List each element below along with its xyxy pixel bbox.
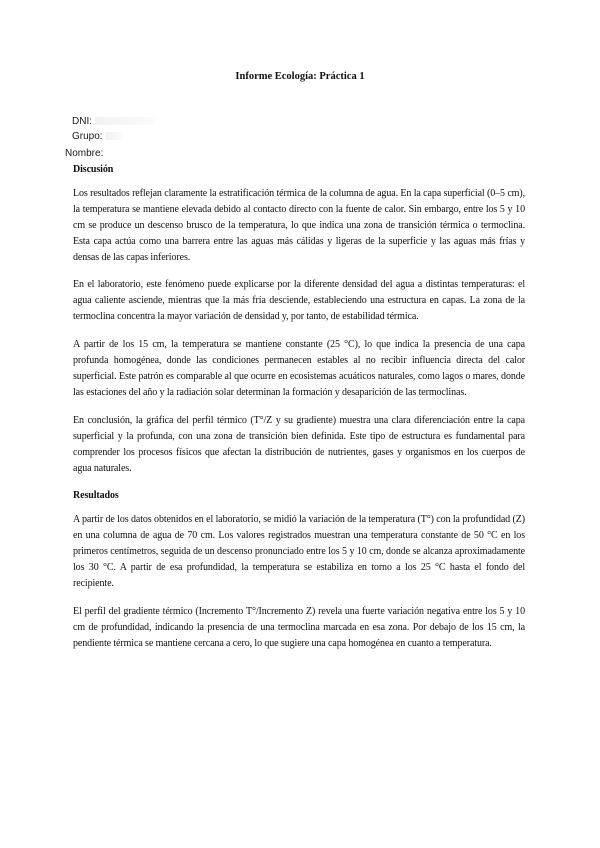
grupo-label: Grupo:	[72, 131, 103, 142]
paragraph: A partir de los datos obtenidos en el laboratorio, se midió la variación de la temperatura (T°) con la profundidad (Z) en una columna de agua de 70 cm. Los valores registrados muestran una temperatura constante de 50 °C en los primeros centímetros, seguida de un descenso pronunciado entre los 5 y 10 cm, donde se alcanza aproximadamente los 30 °C. A partir de esa profundidad, la temperatura se estabiliza en torno a los 25 °C hasta el fondo del recipiente.	[73, 514, 525, 589]
section-heading-resultados: Resultados	[73, 490, 119, 502]
paragraph: Los resultados reflejan claramente la estratificación térmica de la columna de agua. En la capa superficial (0–5 cm), la temperatura se mantiene elevada debido al contacto directo con la fuente de calor. Sin embargo, entre los 5 y 10 cm se produce un descenso brusco de la temperatura, lo que indica una zona de transición térmica o termoclina. Esta capa actúa como una barrera entre las aguas más cálidas y ligeras de la superficie y las aguas más frías y densas de las capas inferiores.	[73, 187, 525, 263]
paragraph: En conclusión, la gráfica del perfil térmico (T°/Z y su gradiente) muestra una clara diferenciación entre la capa superficial y la profunda, con una zona de transición bien definida. Este tipo de estructura es fundamental para comprender los procesos físicos que afectan la distribución de nutrientes, gases y organismos en los cuerpos de agua naturales.	[73, 414, 525, 474]
paragraph: A partir de los 15 cm, la temperatura se mantiene constante (25 °C), lo que indica la presencia de una capa profunda homogénea, donde las condiciones permanecen estables al no recibir influencia directa del calor superficial. Este patrón es comparable al que ocurre en ecosistemas acuáticos naturales, como lagos o mares, donde las estaciones del año y la radiación solar determinan la formación y desaparición de las termoclinas.	[73, 339, 525, 398]
document-title: Informe Ecología: Práctica 1	[235, 71, 365, 82]
nombre-field	[65, 148, 103, 159]
document-body	[73, 162, 525, 664]
section-heading-discusion: Discusión	[73, 164, 114, 175]
grupo-field	[72, 131, 122, 142]
grupo-redacted-value	[106, 132, 122, 140]
paragraph: En el laboratorio, este fenómeno puede explicarse por la diferente densidad del agua a distintas temperaturas: el agua caliente asciende, mientras que la más fría desciende, estableciendo una estructura en capas. La zona de la termoclina concentra la mayor variación de densidad y, por tanto, de estabilidad térmica.	[73, 279, 525, 323]
paragraph: El perfil del gradiente térmico (Incremento T°/Incremento Z) revela una fuerte variación negativa entre los 5 y 10 cm de profundidad, indicando la presencia de una termoclina marcada en esa zona. Por debajo de los 15 cm, la pendiente térmica se mantiene cercana a cero, lo que sugiere una capa homogénea en cuanto a temperatura.	[73, 605, 525, 649]
nombre-label: Nombre:	[65, 148, 104, 159]
dni-redacted-value	[95, 117, 155, 125]
dni-field	[72, 116, 155, 127]
dni-label: DNI:	[72, 116, 92, 127]
